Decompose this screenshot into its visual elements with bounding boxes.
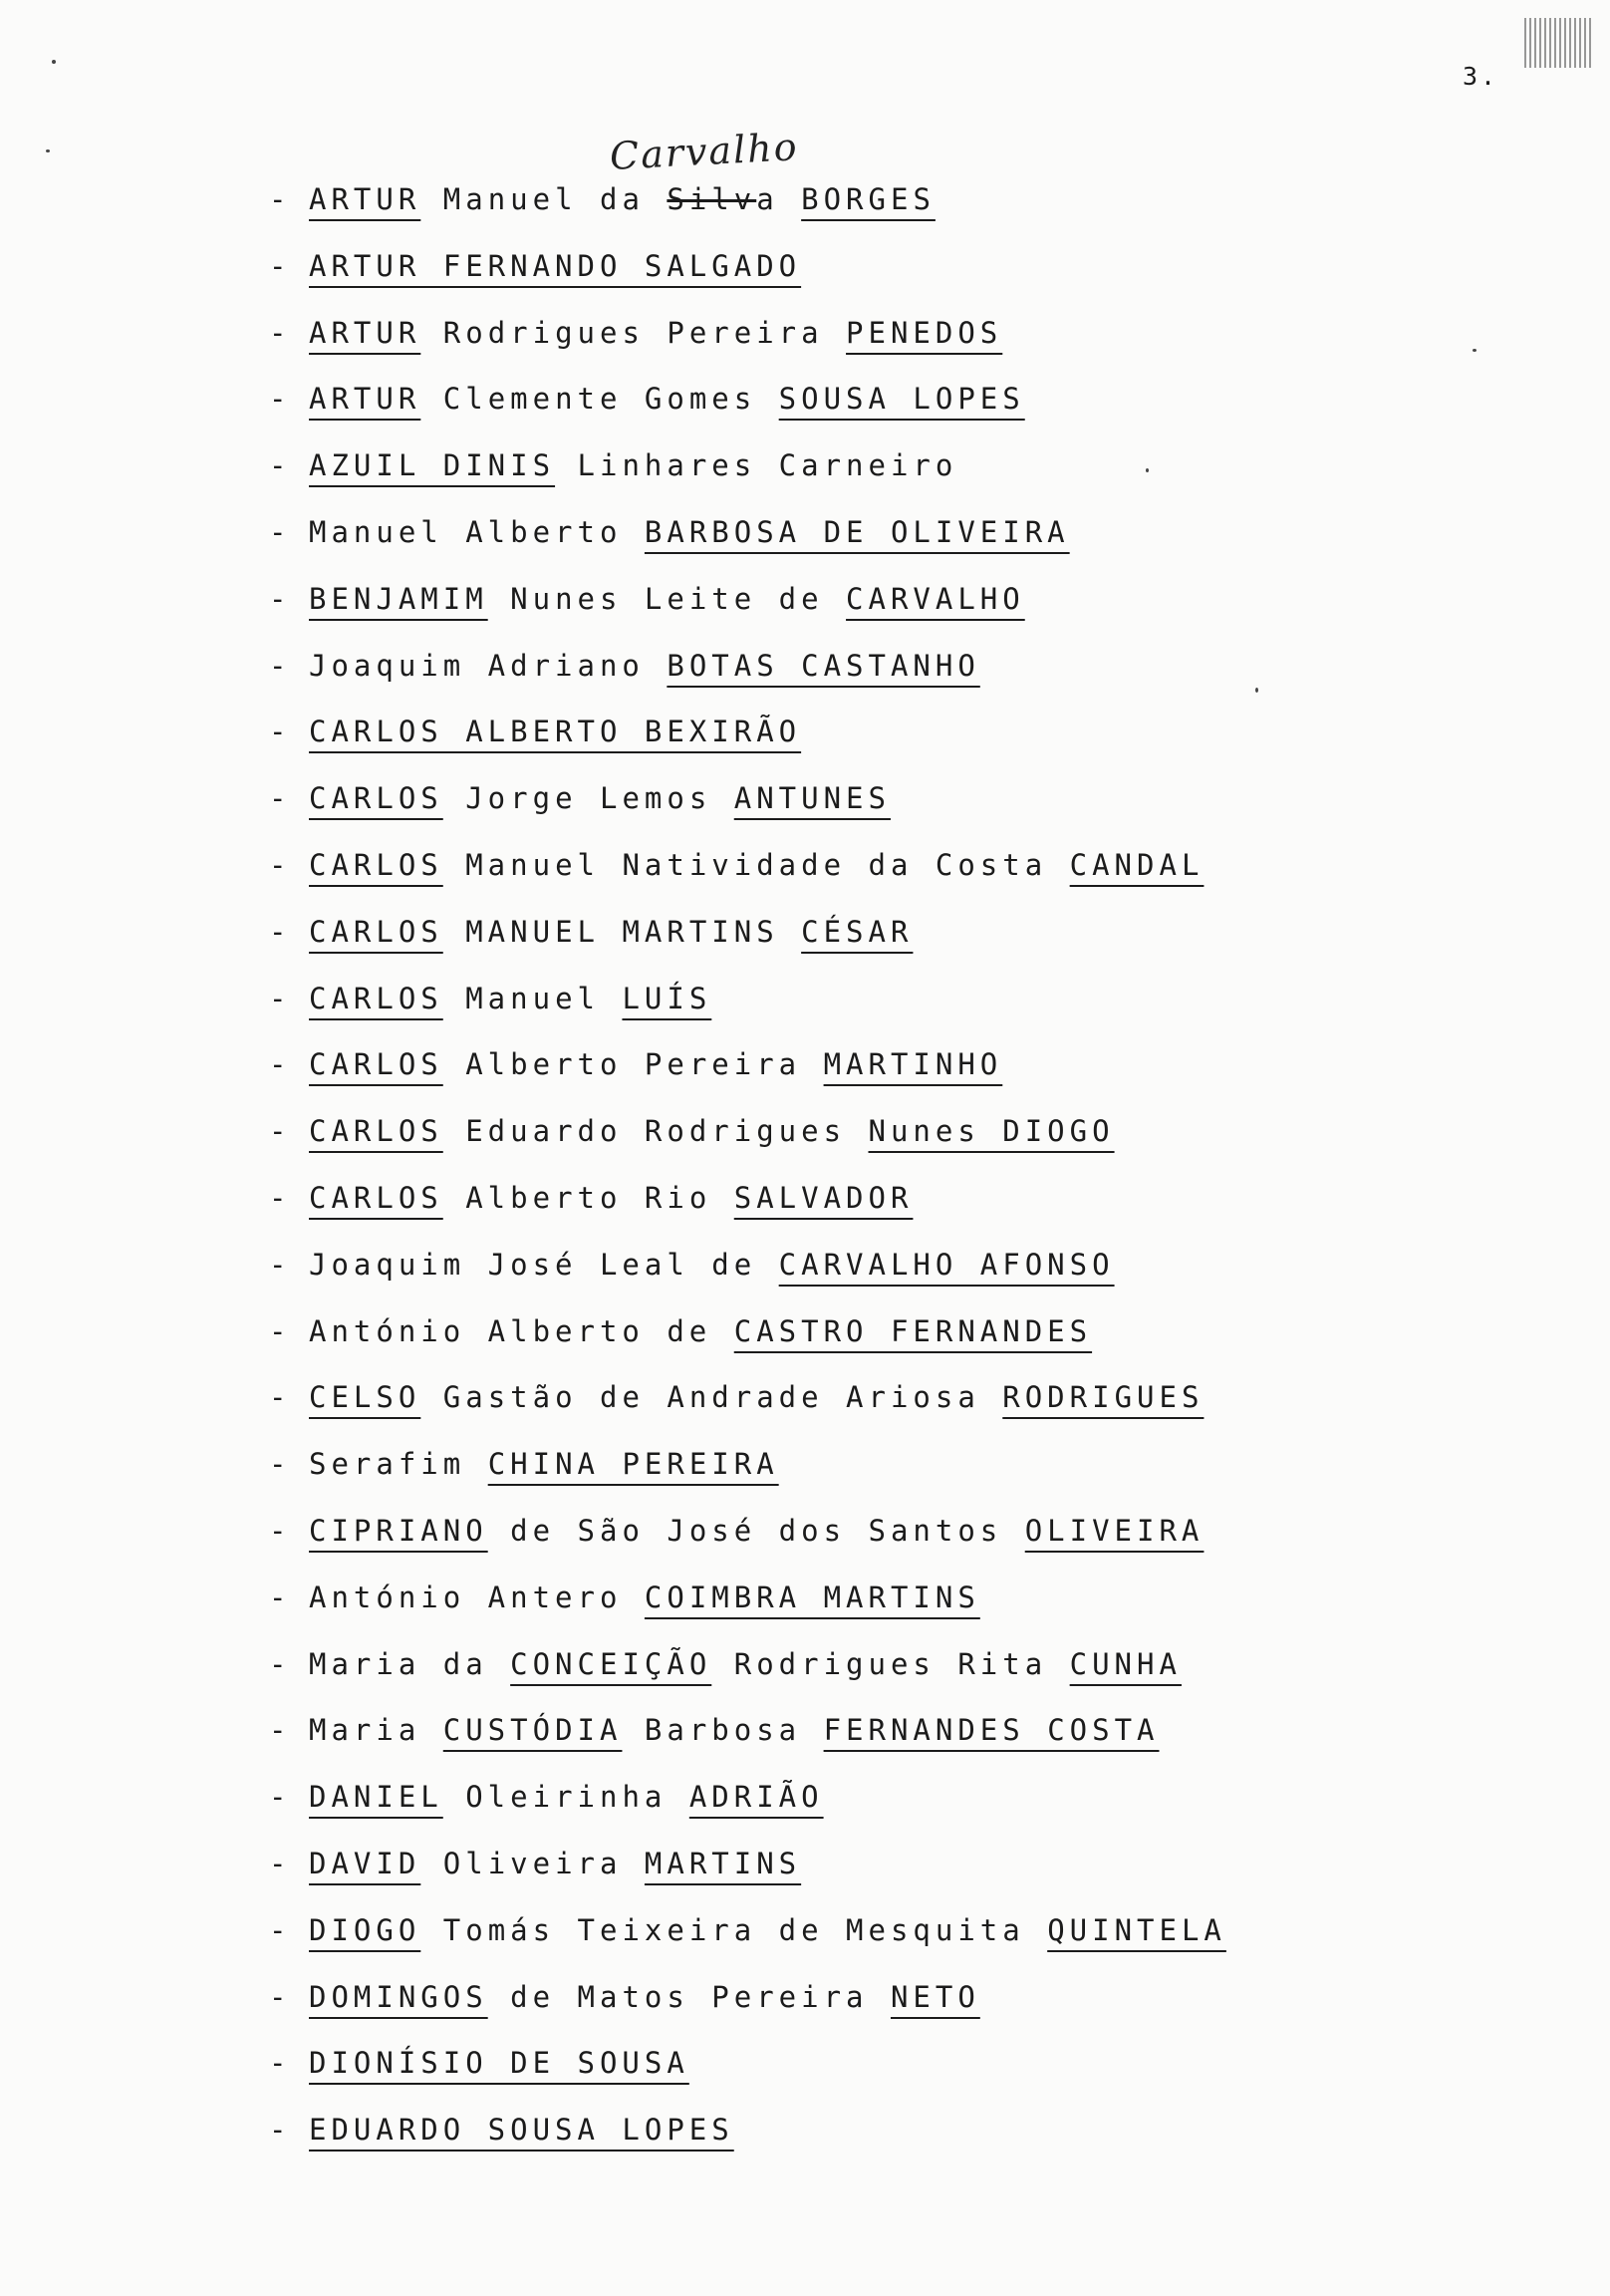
underlined-name-part: CARLOS: [309, 914, 443, 949]
list-item: [269, 179, 1465, 246]
underlined-name-part: LUÍS: [622, 981, 712, 1015]
bullet-dash: -: [269, 1646, 292, 1681]
underlined-name-part: BARBOSA DE OLIVEIRA: [644, 514, 1070, 549]
underlined-name-part: BENJAMIM: [309, 581, 488, 616]
underlined-name-part: ARTUR: [309, 182, 421, 216]
underlined-name-part: OLIVEIRA: [1024, 1513, 1205, 1548]
bullet-dash: -: [269, 248, 292, 283]
list-item: [269, 1377, 1465, 1444]
underlined-name-part: NETO: [890, 1979, 980, 2014]
name-text: António Antero: [309, 1579, 645, 1614]
list-item: [269, 1245, 1465, 1311]
underlined-name-part: QUINTELA: [1047, 1912, 1226, 1947]
list-item: [269, 979, 1465, 1045]
underlined-name-part: ARTUR: [309, 315, 421, 350]
name-text: Manuel: [442, 981, 623, 1015]
bullet-dash: -: [269, 648, 292, 683]
list-item: [269, 1111, 1465, 1178]
bullet-dash: -: [269, 781, 292, 816]
name-text: Joaquim José Leal de: [309, 1247, 779, 1282]
underlined-name-part: FERNANDES COSTA: [823, 1713, 1160, 1748]
name-text: Nunes Leite de: [487, 581, 847, 616]
underlined-name-part: CONCEIÇÃO: [510, 1646, 712, 1681]
underlined-name-part: CARLOS: [309, 1114, 443, 1149]
underlined-name-part: ARTUR: [309, 382, 421, 417]
bullet-dash: -: [269, 847, 292, 882]
list-item: [269, 246, 1465, 313]
underlined-name-part: RODRIGUES: [1002, 1380, 1205, 1415]
scan-speck: [1473, 349, 1476, 352]
underlined-name-part: CARLOS: [309, 981, 443, 1015]
bullet-dash: -: [269, 1247, 292, 1282]
bullet-dash: -: [269, 1780, 292, 1815]
name-text: Maria: [309, 1713, 443, 1748]
underlined-name-part: ARTUR FERNANDO SALGADO: [309, 248, 802, 283]
struck-text: Silv: [667, 182, 757, 216]
list-item: [269, 2043, 1465, 2110]
underlined-name-part: CARLOS: [309, 1047, 443, 1082]
name-text: Maria da: [309, 1646, 511, 1681]
scan-speck: [46, 149, 50, 152]
name-text: Rodrigues Pereira: [420, 315, 847, 350]
underlined-name-part: DIONÍSIO DE SOUSA: [309, 2046, 689, 2081]
name-text: Rodrigues Rita: [711, 1646, 1070, 1681]
list-item: [269, 1311, 1465, 1378]
name-text: Eduardo Rodrigues: [442, 1114, 869, 1149]
name-text: Oleirinha: [442, 1780, 689, 1815]
underlined-name-part: CUSTÓDIA: [442, 1713, 623, 1748]
bullet-dash: -: [269, 382, 292, 417]
bullet-dash: -: [269, 1912, 292, 1947]
underlined-name-part: DANIEL: [309, 1780, 443, 1815]
bullet-dash: -: [269, 182, 292, 216]
underlined-name-part: ANTUNES: [733, 781, 891, 816]
bullet-dash: -: [269, 1979, 292, 2014]
list-item: [269, 1910, 1465, 1977]
name-text: Alberto Rio: [442, 1180, 734, 1215]
name-text: Barbosa: [622, 1713, 824, 1748]
bullet-dash: -: [269, 1114, 292, 1149]
list-item: [269, 1844, 1465, 1910]
underlined-name-part: PENEDOS: [846, 315, 1003, 350]
underlined-name-part: BOTAS CASTANHO: [667, 648, 980, 683]
list-item: [269, 379, 1465, 445]
name-text: Alberto Pereira: [442, 1047, 824, 1082]
underlined-name-part: DIOGO: [309, 1912, 421, 1947]
underlined-name-part: CARLOS: [309, 1180, 443, 1215]
underlined-name-part: MARTINS: [644, 1846, 802, 1880]
name-text: Manuel Alberto: [309, 514, 645, 549]
underlined-name-part: CELSO: [309, 1380, 421, 1415]
name-text: Clemente Gomes: [420, 382, 779, 417]
name-text: Gastão de Andrade Ariosa: [420, 1380, 1003, 1415]
bullet-dash: -: [269, 1846, 292, 1880]
list-item: [269, 778, 1465, 845]
name-text: Linhares Carneiro: [555, 448, 958, 483]
name-text: Serafim: [309, 1447, 488, 1482]
list-item: [269, 1644, 1465, 1711]
underlined-name-part: CARLOS ALBERTO BEXIRÃO: [309, 715, 802, 749]
name-text: Oliveira: [420, 1846, 645, 1880]
underlined-name-part: CARLOS: [309, 847, 443, 882]
name-text: Manuel da: [420, 182, 668, 216]
underlined-name-part: MARTINHO: [823, 1047, 1003, 1082]
list-item: [269, 512, 1465, 579]
name-text: de Matos Pereira: [487, 1979, 891, 2014]
underlined-name-part: CASTRO FERNANDES: [733, 1313, 1093, 1348]
underlined-name-part: CARLOS: [309, 781, 443, 816]
bullet-dash: -: [269, 914, 292, 949]
underlined-name-part: SOUSA LOPES: [778, 382, 1025, 417]
bullet-dash: -: [269, 1380, 292, 1415]
name-text: de São José dos Santos: [487, 1513, 1025, 1548]
underlined-name-part: BORGES: [801, 182, 936, 216]
scan-smudge: [1524, 18, 1594, 68]
list-item: [269, 1777, 1465, 1844]
bullet-dash: -: [269, 1180, 292, 1215]
list-item: [269, 2110, 1465, 2176]
bullet-dash: -: [269, 1713, 292, 1748]
bullet-dash: -: [269, 2113, 292, 2148]
bullet-dash: -: [269, 981, 292, 1015]
list-item: [269, 646, 1465, 713]
underlined-name-part: CARVALHO: [846, 581, 1025, 616]
bullet-dash: -: [269, 1313, 292, 1348]
name-text: MANUEL MARTINS: [442, 914, 802, 949]
underlined-name-part: DAVID: [309, 1846, 421, 1880]
underlined-name-part: ADRIÃO: [688, 1780, 824, 1815]
list-item: [269, 1977, 1465, 2044]
bullet-dash: -: [269, 581, 292, 616]
underlined-name-part: CHINA PEREIRA: [487, 1447, 779, 1482]
underlined-name-part: Nunes DIOGO: [868, 1114, 1115, 1149]
bullet-dash: -: [269, 715, 292, 749]
scan-speck: [52, 60, 56, 64]
list-item: [269, 1044, 1465, 1111]
list-item: [269, 712, 1465, 778]
underlined-name-part: COIMBRA MARTINS: [644, 1579, 980, 1614]
underlined-name-part: CIPRIANO: [309, 1513, 488, 1548]
list-item: [269, 1578, 1465, 1644]
name-text: Tomás Teixeira de Mesquita: [420, 1912, 1048, 1947]
underlined-name-part: CANDAL: [1069, 847, 1205, 882]
list-item: [269, 1444, 1465, 1511]
name-text: a: [756, 182, 802, 216]
underlined-name-part: DOMINGOS: [309, 1979, 488, 2014]
bullet-dash: -: [269, 448, 292, 483]
list-item: [269, 313, 1465, 380]
list-item: [269, 1511, 1465, 1578]
bullet-dash: -: [269, 514, 292, 549]
name-text: Joaquim Adriano: [309, 648, 668, 683]
underlined-name-part: CUNHA: [1069, 1646, 1182, 1681]
bullet-dash: -: [269, 315, 292, 350]
underlined-name-part: SALVADOR: [733, 1180, 914, 1215]
bullet-dash: -: [269, 2046, 292, 2081]
bullet-dash: -: [269, 1047, 292, 1082]
list-item: [269, 912, 1465, 979]
list-item: [269, 1710, 1465, 1777]
page-number: 3.: [1463, 62, 1499, 91]
underlined-name-part: EDUARDO SOUSA LOPES: [309, 2113, 734, 2148]
name-text: Manuel Natividade da Costa: [442, 847, 1070, 882]
list-item: [269, 445, 1465, 512]
bullet-dash: -: [269, 1513, 292, 1548]
bullet-dash: -: [269, 1579, 292, 1614]
name-list: [269, 179, 1465, 2176]
name-text: António Alberto de: [309, 1313, 734, 1348]
underlined-name-part: CÉSAR: [801, 914, 914, 949]
underlined-name-part: CARVALHO AFONSO: [778, 1247, 1115, 1282]
handwritten-annotation: Carvalho: [608, 125, 800, 178]
bullet-dash: -: [269, 1447, 292, 1482]
name-text: Jorge Lemos: [442, 781, 734, 816]
underlined-name-part: AZUIL DINIS: [309, 448, 556, 483]
list-item: [269, 579, 1465, 646]
list-item: [269, 1178, 1465, 1245]
list-item: [269, 845, 1465, 912]
